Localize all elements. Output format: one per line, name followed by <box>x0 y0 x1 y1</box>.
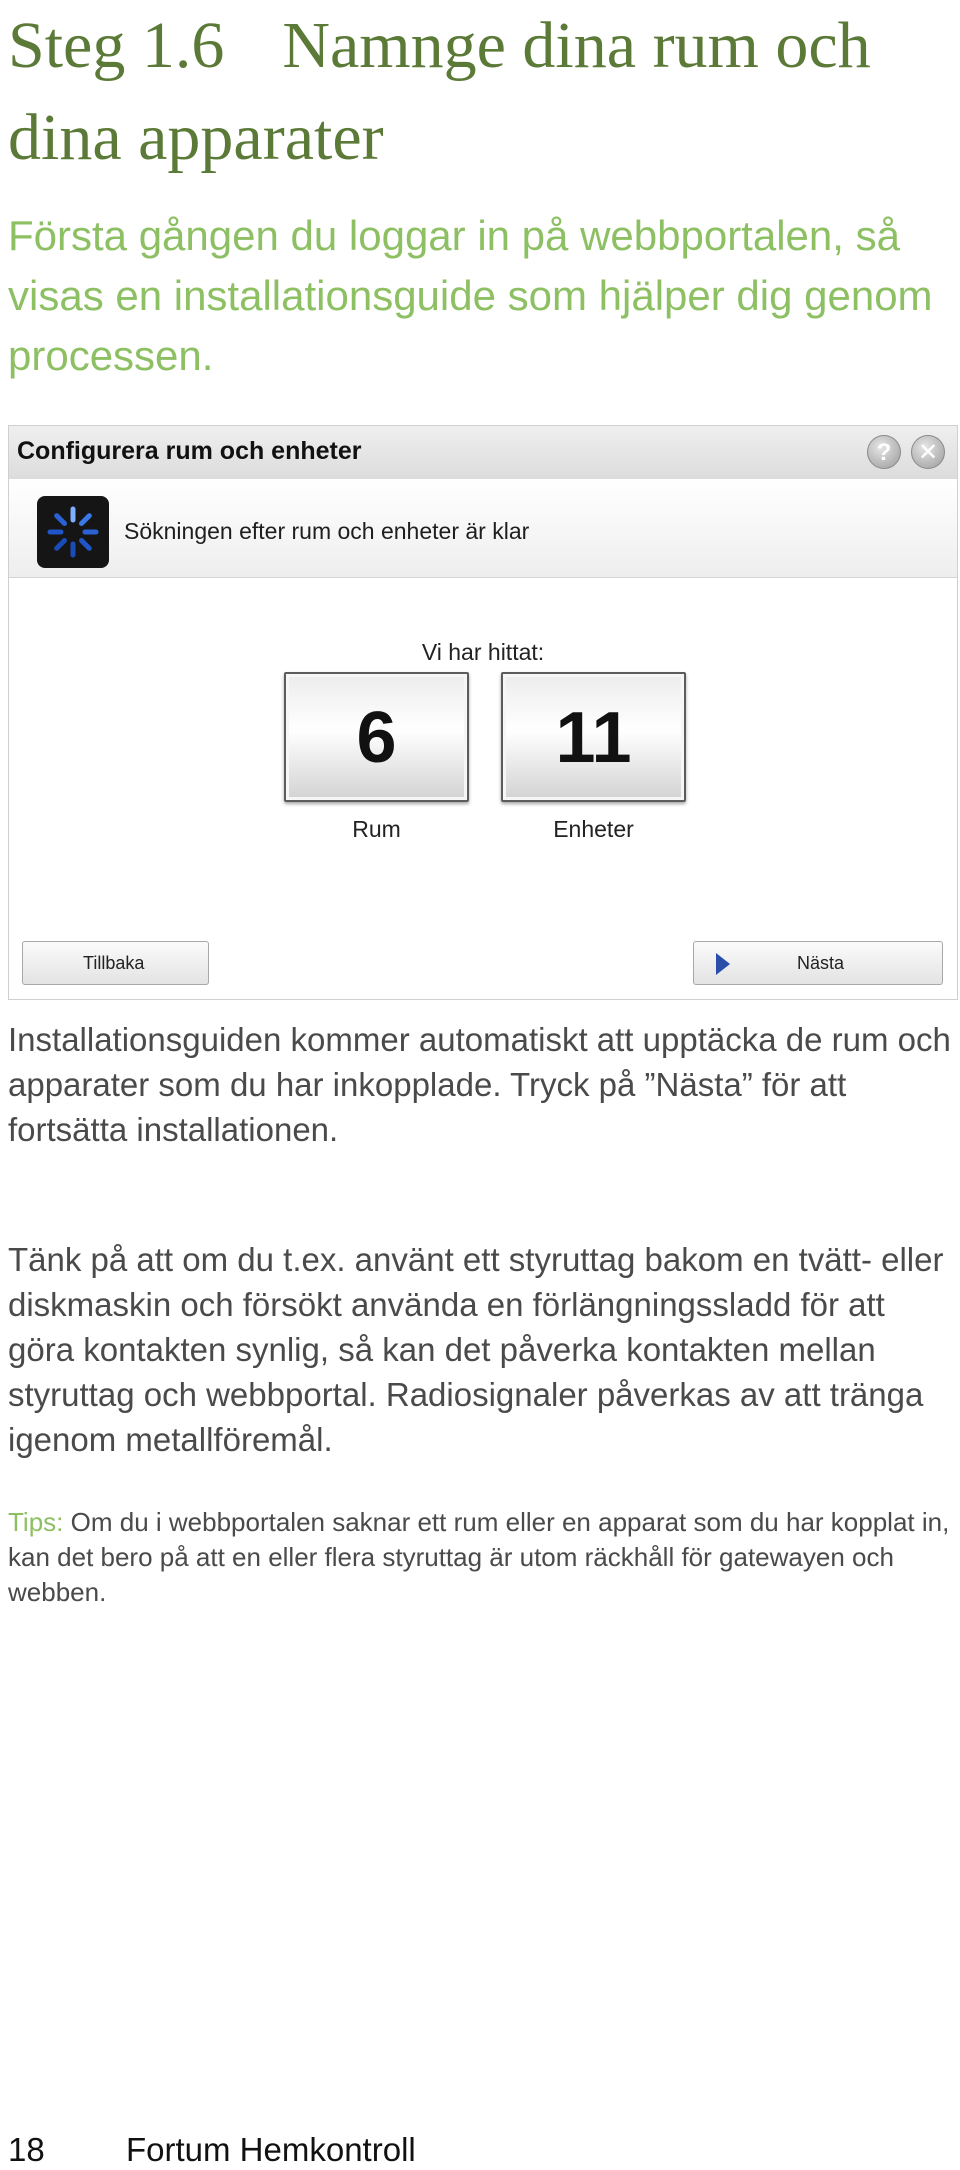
step-number: Steg 1.6 <box>8 9 225 82</box>
devices-label: Enheter <box>553 816 634 842</box>
intro-text: Första gången du loggar in på webbportalen, så visas en installationsguide som hjälper dig genom processen. <box>8 212 933 379</box>
help-icon[interactable]: ? <box>867 435 901 469</box>
page-heading <box>8 0 948 184</box>
dialog-title: Configurera rum och enheter <box>17 437 362 465</box>
status-bar <box>9 479 957 578</box>
found-label: Vi har hittat: <box>421 639 545 665</box>
status-text: Sökningen efter rum och enheter är klar <box>124 518 530 544</box>
back-button-label: Tillbaka <box>83 953 145 973</box>
rooms-count: 6 <box>356 698 397 778</box>
footer-brand: Fortum Hemkontroll <box>126 2131 416 2168</box>
play-arrow-icon <box>716 953 730 975</box>
tips-text: Om du i webbportalen saknar ett rum eller en apparat som du har kopplat in, kan det bero på att en eller flera styruttag är utom räckhåll för gatewayen och webben. <box>8 1507 950 1607</box>
page-footer <box>8 2130 908 2170</box>
devices-count: 11 <box>555 698 632 778</box>
paragraph-guide: Installationsguiden kommer automatiskt att upptäcka de rum och apparater som du har inkopplade. Tryck på ”Nästa” för att fortsätta installationen. <box>8 1021 951 1148</box>
back-button[interactable] <box>22 941 209 985</box>
step-title: Namnge dina rum och dina apparater <box>8 9 871 174</box>
next-button-label: Nästa <box>797 953 845 973</box>
rooms-counter <box>284 672 469 802</box>
page-number: 18 <box>8 2131 45 2168</box>
next-button[interactable] <box>693 941 943 985</box>
rooms-label: Rum <box>352 816 401 842</box>
spinner-icon <box>37 496 109 568</box>
tips-paragraph <box>8 1505 953 1610</box>
tips-label: Tips: <box>8 1507 64 1537</box>
configure-dialog <box>8 425 958 1000</box>
paragraph-note: Tänk på att om du t.ex. använt ett styruttag bakom en tvätt- eller diskmaskin och försökt använda en förlängningssladd för att göra kontakten synlig, så kan det påverka kontakten mellan styruttag och webbportal. Radiosignaler påverkas av att tränga igenom metallföremål. <box>8 1241 944 1458</box>
dialog-titlebar <box>9 426 957 479</box>
devices-counter <box>501 672 686 802</box>
close-icon[interactable]: ✕ <box>911 435 945 469</box>
